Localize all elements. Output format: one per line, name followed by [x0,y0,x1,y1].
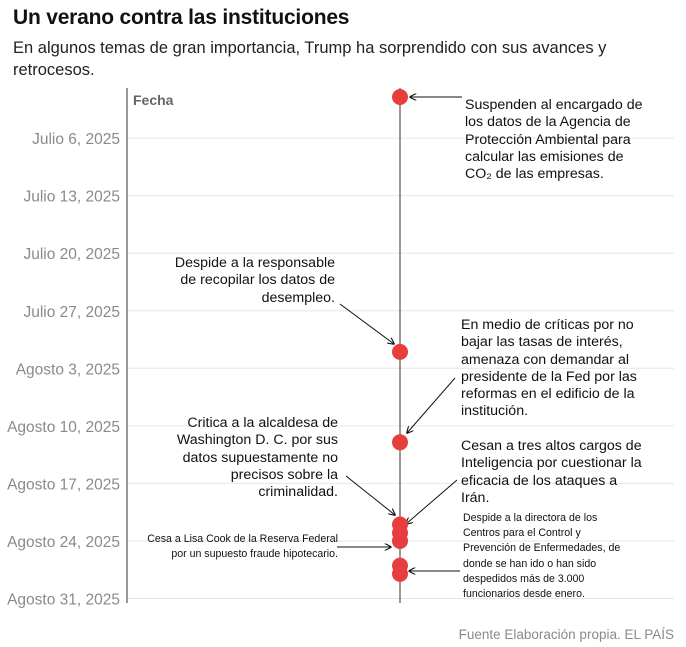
y-tick-label: Agosto 17, 2025 [7,476,120,494]
event-dot [392,566,408,582]
y-tick-label: Agosto 31, 2025 [7,591,120,609]
event-dot [392,89,408,105]
chart-title: Un verano contra las instituciones [13,6,350,29]
arrow-dc [346,476,395,515]
event-dot [392,533,408,549]
chart-subtitle: En algunos temas de gran importancia, Trump ha sorprendido con sus avances y retrocesos. [13,39,607,79]
annotation-inteligencia: Cesan a tres altos cargos de Inteligencia por cuestionar la eficacia de los ataques a Irán. [461,438,642,506]
annotation-empleo: Despide a la responsable de recopilar los datos de desempleo. [174,255,335,306]
y-tick-label: Julio 20, 2025 [23,246,120,264]
y-tick-label: Julio 13, 2025 [23,188,120,206]
arrow-empleo [340,304,394,344]
annotation-cdc: Despide a la directora de los Centros para el Control y Prevención de Enfermedades, de donde se han ido o han sido despedidos más de 3.000 funcionarios desde enero. [463,512,621,601]
event-dot [392,434,408,450]
source-note: Fuente Elaboración propia. EL PAÍS [458,627,674,642]
y-axis-title: Fecha [133,92,174,108]
annotation-cook: Cesa a Lisa Cook de la Reserva Federal por un supuesto fraude hipotecario. [147,533,338,561]
y-tick-label: Julio 27, 2025 [23,303,120,321]
arrow-inteligencia [406,480,457,524]
annotation-dc: Critica a la alcaldesa de Washington D. C. por sus datos supuestamente no precisos sobre la criminalidad. [176,415,338,501]
y-tick-label: Agosto 3, 2025 [15,361,120,379]
y-tick-label: Julio 6, 2025 [32,131,120,149]
y-tick-label: Agosto 24, 2025 [7,533,120,551]
annotation-epa: Suspenden al encargado de los datos de la Agencia de Protección Ambiental para calcular las emisiones de CO₂ de las empresas. [465,97,643,183]
event-dot [392,344,408,360]
arrow-fed [407,378,455,433]
y-tick-label: Agosto 10, 2025 [7,418,120,436]
annotation-fed: En medio de críticas por no bajar las tasas de interés, amenaza con demandar al presidente de la Fed por las reformas en el edificio de la institución. [461,317,637,420]
